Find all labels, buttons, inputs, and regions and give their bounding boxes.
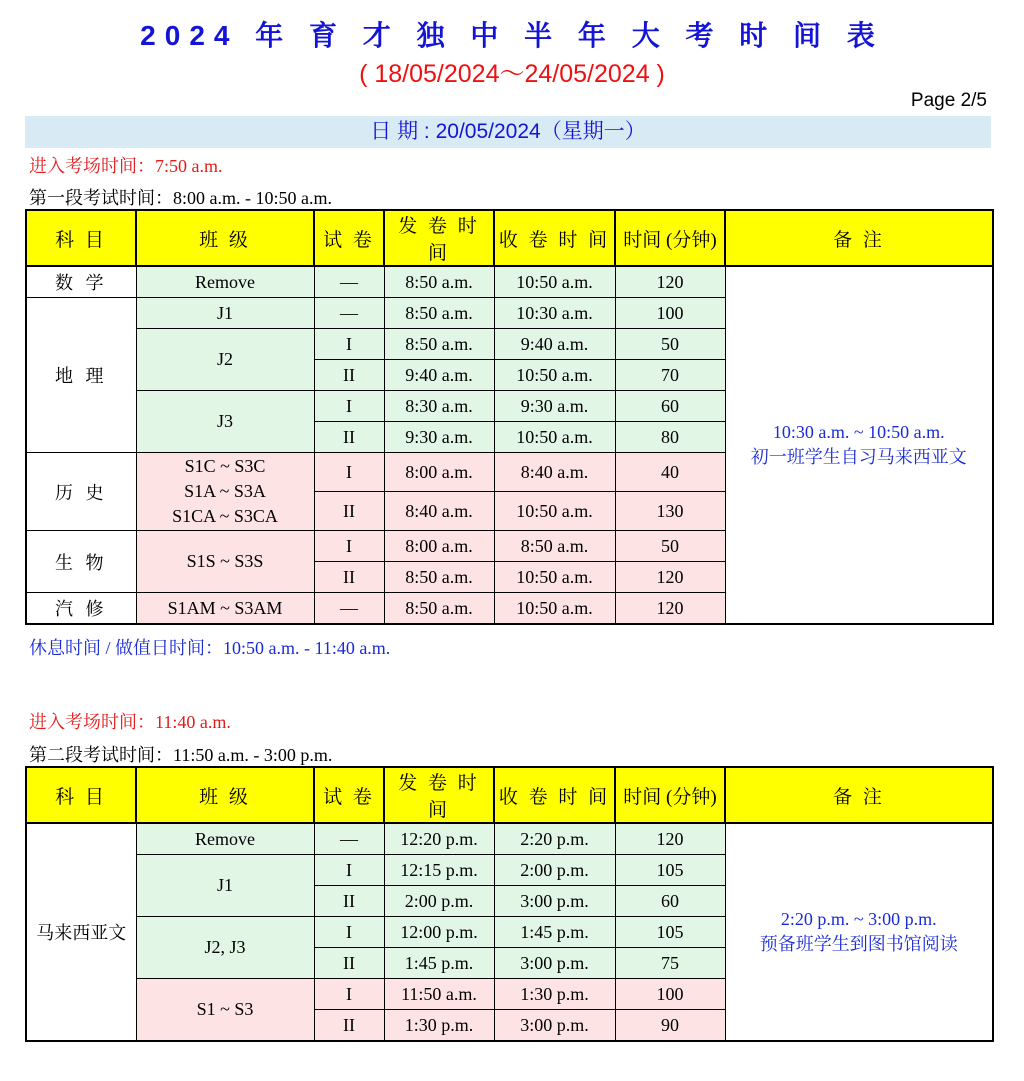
session1-period: 第一段考试时间：8:00 a.m. - 10:50 a.m. (29, 188, 332, 208)
end-cell: 10:50 a.m. (494, 562, 615, 593)
minutes-cell: 75 (615, 948, 725, 979)
session2-table (25, 766, 994, 1042)
paper-cell: I (314, 453, 384, 492)
remark-time: 2:20 p.m. ~ 3:00 p.m. (780, 909, 937, 929)
session1-remark (725, 266, 993, 624)
minutes-cell: 60 (615, 391, 725, 422)
col-minutes: 时间 (分钟) (615, 767, 725, 823)
start-cell: 8:50 a.m. (384, 593, 494, 625)
subject-cell: 汽 修 (26, 593, 136, 625)
start-cell: 12:15 p.m. (384, 855, 494, 886)
start-cell: 8:00 a.m. (384, 453, 494, 492)
minutes-cell: 70 (615, 360, 725, 391)
end-cell: 10:50 a.m. (494, 492, 615, 531)
date-range: ( 18/05/2024～24/05/2024 ) (359, 60, 665, 88)
minutes-cell: 120 (615, 823, 725, 855)
col-minutes: 时间 (分钟) (615, 210, 725, 266)
start-cell: 11:50 a.m. (384, 979, 494, 1010)
minutes-cell: 130 (615, 492, 725, 531)
col-subject: 科 目 (26, 767, 136, 823)
paper-cell: I (314, 979, 384, 1010)
minutes-cell: 105 (615, 917, 725, 948)
end-cell: 10:50 a.m. (494, 593, 615, 625)
subject-cell: 数 学 (26, 266, 136, 298)
minutes-cell: 90 (615, 1010, 725, 1042)
start-cell: 8:00 a.m. (384, 531, 494, 562)
class-line: S1CA ~ S3CA (172, 506, 278, 526)
paper-cell: — (314, 266, 384, 298)
class-cell: J2, J3 (136, 917, 314, 979)
minutes-cell: 80 (615, 422, 725, 453)
class-line: S1A ~ S3A (184, 481, 266, 501)
paper-cell: II (314, 360, 384, 391)
end-cell: 10:30 a.m. (494, 298, 615, 329)
minutes-cell: 100 (615, 979, 725, 1010)
subject-cell: 马来西亚文 (26, 823, 136, 1041)
end-cell: 8:50 a.m. (494, 531, 615, 562)
start-cell: 8:50 a.m. (384, 298, 494, 329)
paper-cell: II (314, 492, 384, 531)
remark-text: 初一班学生自习马来西亚文 (750, 447, 967, 467)
end-cell: 1:45 p.m. (494, 917, 615, 948)
col-class: 班 级 (136, 767, 314, 823)
col-start: 发 卷 时 间 (384, 767, 494, 823)
col-end: 收 卷 时 间 (494, 210, 615, 266)
end-cell: 2:20 p.m. (494, 823, 615, 855)
session2-entry-time: 进入考场时间：11:40 a.m. (29, 712, 231, 732)
class-cell: S1S ~ S3S (136, 531, 314, 593)
end-cell: 10:50 a.m. (494, 360, 615, 391)
remark-text: 预备班学生到图书馆阅读 (759, 934, 958, 954)
paper-cell: I (314, 391, 384, 422)
minutes-cell: 120 (615, 593, 725, 625)
break-time: 休息时间 / 做值日时间：10:50 a.m. - 11:40 a.m. (29, 638, 391, 658)
class-cell: J2 (136, 329, 314, 391)
class-cell: J1 (136, 855, 314, 917)
class-line: S1C ~ S3C (184, 456, 266, 476)
start-cell: 12:00 p.m. (384, 917, 494, 948)
start-cell: 8:50 a.m. (384, 562, 494, 593)
table-header-row (26, 767, 993, 823)
start-cell: 8:50 a.m. (384, 329, 494, 360)
paper-cell: — (314, 298, 384, 329)
minutes-cell: 105 (615, 855, 725, 886)
end-cell: 3:00 p.m. (494, 948, 615, 979)
paper-cell: II (314, 886, 384, 917)
end-cell: 9:40 a.m. (494, 329, 615, 360)
start-cell: 1:30 p.m. (384, 1010, 494, 1042)
subject-cell: 历 史 (26, 453, 136, 531)
table-row (26, 266, 993, 298)
col-subject: 科 目 (26, 210, 136, 266)
paper-cell: II (314, 1010, 384, 1042)
session2-remark (725, 823, 993, 1041)
minutes-cell: 40 (615, 453, 725, 492)
session1-table (25, 209, 994, 625)
class-cell: Remove (136, 266, 314, 298)
paper-cell: II (314, 562, 384, 593)
session1-entry-time: 进入考场时间：7:50 a.m. (29, 156, 223, 176)
paper-cell: — (314, 593, 384, 625)
class-cell: J1 (136, 298, 314, 329)
end-cell: 10:50 a.m. (494, 266, 615, 298)
minutes-cell: 120 (615, 562, 725, 593)
remark-time: 10:30 a.m. ~ 10:50 a.m. (772, 422, 945, 442)
class-cell: Remove (136, 823, 314, 855)
col-class: 班 级 (136, 210, 314, 266)
paper-cell: I (314, 917, 384, 948)
end-cell: 2:00 p.m. (494, 855, 615, 886)
minutes-cell: 100 (615, 298, 725, 329)
end-cell: 3:00 p.m. (494, 1010, 615, 1042)
end-cell: 3:00 p.m. (494, 886, 615, 917)
col-end: 收 卷 时 间 (494, 767, 615, 823)
minutes-cell: 50 (615, 531, 725, 562)
start-cell: 8:40 a.m. (384, 492, 494, 531)
paper-cell: I (314, 855, 384, 886)
start-cell: 1:45 p.m. (384, 948, 494, 979)
paper-cell: I (314, 329, 384, 360)
end-cell: 9:30 a.m. (494, 391, 615, 422)
paper-cell: II (314, 422, 384, 453)
start-cell: 9:40 a.m. (384, 360, 494, 391)
start-cell: 8:30 a.m. (384, 391, 494, 422)
col-remarks: 备 注 (725, 210, 993, 266)
class-cell: J3 (136, 391, 314, 453)
minutes-cell: 50 (615, 329, 725, 360)
col-paper: 试 卷 (314, 210, 384, 266)
page-title: 2024 年 育 才 独 中 半 年 大 考 时 间 表 (140, 20, 884, 51)
start-cell: 9:30 a.m. (384, 422, 494, 453)
paper-cell: I (314, 531, 384, 562)
minutes-cell: 120 (615, 266, 725, 298)
table-header-row (26, 210, 993, 266)
start-cell: 12:20 p.m. (384, 823, 494, 855)
table-row (26, 823, 993, 855)
page-number: Page 2/5 (910, 90, 987, 111)
class-cell: S1AM ~ S3AM (136, 593, 314, 625)
col-start: 发 卷 时 间 (384, 210, 494, 266)
minutes-cell: 60 (615, 886, 725, 917)
end-cell: 10:50 a.m. (494, 422, 615, 453)
start-cell: 8:50 a.m. (384, 266, 494, 298)
subject-cell: 地 理 (26, 298, 136, 453)
class-cell: S1 ~ S3 (136, 979, 314, 1042)
col-remarks: 备 注 (725, 767, 993, 823)
class-cell (136, 453, 314, 531)
start-cell: 2:00 p.m. (384, 886, 494, 917)
col-paper: 试 卷 (314, 767, 384, 823)
subject-cell: 生 物 (26, 531, 136, 593)
session2-period: 第二段考试时间：11:50 a.m. - 3:00 p.m. (29, 745, 333, 765)
date-bar: 日 期 : 20/05/2024（星期一） (25, 116, 991, 148)
paper-cell: II (314, 948, 384, 979)
end-cell: 1:30 p.m. (494, 979, 615, 1010)
end-cell: 8:40 a.m. (494, 453, 615, 492)
paper-cell: — (314, 823, 384, 855)
